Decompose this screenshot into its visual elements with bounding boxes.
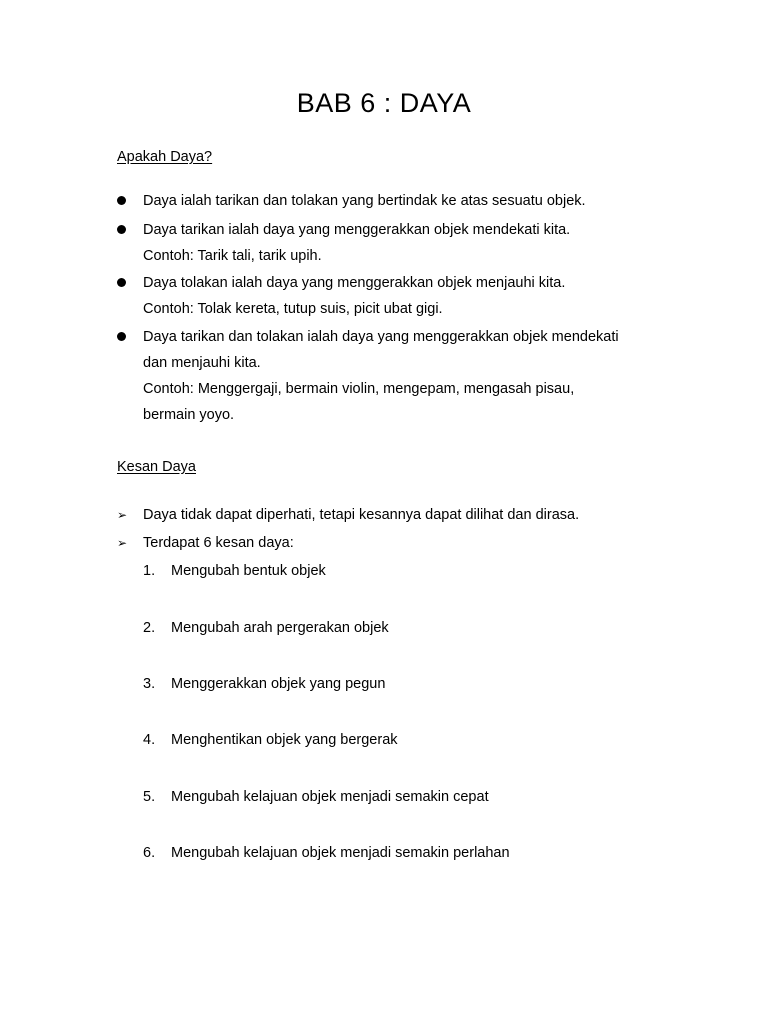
item-line: Daya ialah tarikan dan tolakan yang bertindak ke atas sesuatu objek. [143,193,586,209]
bullet-dot-icon [117,196,126,205]
item-line: Daya tidak dapat diperhati, tetapi kesannya dapat dilihat dan dirasa. [143,507,580,523]
section-heading-apakah-daya: Apakah Daya? [117,149,213,165]
arrow-bullet-icon: ➢ [117,536,128,550]
effect-text: Mengubah bentuk objek [171,563,326,579]
effect-number: 3. [143,676,156,692]
item-example-line: Contoh: Tolak kereta, tutup suis, picit ubat gigi. [143,301,443,317]
item-line: Daya tolakan ialah daya yang menggerakkan objek menjauhi kita. [143,275,566,291]
item-line: Terdapat 6 kesan daya: [143,535,294,551]
effect-number: 6. [143,845,156,861]
bullet-dot-icon [117,332,126,341]
item-line: Daya tarikan ialah daya yang menggerakkan objek mendekati kita. [143,222,571,238]
document-title: BAB 6 : DAYA [296,88,472,118]
item-line: dan menjauhi kita. [143,355,261,371]
effect-text: Menggerakkan objek yang pegun [171,676,386,692]
item-example-line: Contoh: Tarik tali, tarik upih. [143,248,322,264]
item-line: Daya tarikan dan tolakan ialah daya yang menggerakkan objek mendekati [143,329,619,345]
effect-number: 4. [143,732,156,748]
bullet-dot-icon [117,225,126,234]
effect-number: 5. [143,789,156,805]
section-heading-kesan-daya: Kesan Daya [117,459,196,475]
effect-text: Menghentikan objek yang bergerak [171,732,398,748]
item-example-line: Contoh: Menggergaji, bermain violin, mengepam, mengasah pisau, [143,381,575,397]
effect-text: Mengubah kelajuan objek menjadi semakin perlahan [171,845,510,861]
effect-text: Mengubah arah pergerakan objek [171,620,389,636]
arrow-bullet-icon: ➢ [117,508,128,522]
effect-text: Mengubah kelajuan objek menjadi semakin cepat [171,789,489,805]
effect-number: 2. [143,620,156,636]
bullet-dot-icon [117,278,126,287]
effect-number: 1. [143,563,156,579]
item-example-line: bermain yoyo. [143,407,235,423]
